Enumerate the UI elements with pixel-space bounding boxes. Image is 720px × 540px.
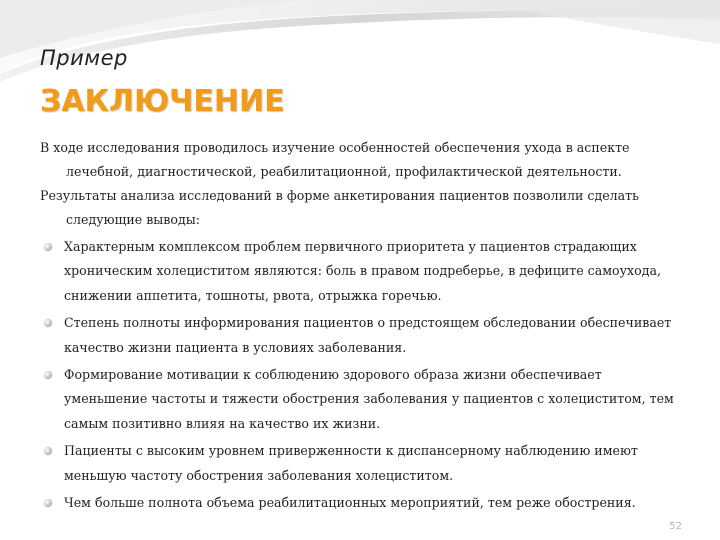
intro-paragraph: Результаты анализа исследований в форме анкетирования пациентов позволили сделать следующие выводы: bbox=[40, 188, 639, 227]
list-item-text: Формирование мотивации к соблюдению здорового образа жизни обеспечивает уменьшение частоты и тяжести обострения заболевания у пациентов с холециститом, тем самым позитивно влияя на качество их жизни. bbox=[64, 367, 674, 431]
slide-subtitle: Пример bbox=[40, 46, 128, 70]
intro-paragraph: В ходе исследования проводилось изучение особенностей обеспечения ухода в аспекте лечебной, диагностической, реабилитационной, профилактической деятельности. bbox=[40, 140, 630, 179]
list-item-text: Пациенты с высоким уровнем приверженности к диспансерному наблюдению имеют меньшую частоту обострения заболевания холециститом. bbox=[64, 443, 638, 483]
list-item bbox=[40, 491, 680, 515]
list-item-text: Характерным комплексом проблем первичного приоритета у пациентов страдающих хроническим холециститом являются: боль в правом подреберье, в дефиците самоухода, снижении аппетита, тошноты, рвота, отрыжка горечью. bbox=[64, 239, 661, 303]
slide-number: 52 bbox=[669, 521, 682, 532]
bullet-icon bbox=[44, 499, 52, 507]
list-item bbox=[40, 311, 680, 360]
bullet-icon bbox=[44, 319, 52, 327]
slide-content bbox=[40, 136, 680, 515]
bullet-icon bbox=[44, 243, 52, 251]
list-item bbox=[40, 235, 680, 308]
list-item-text: Чем больше полнота объема реабилитационных мероприятий, тем реже обострения. bbox=[64, 495, 636, 511]
slide-title: ЗАКЛЮЧЕНИЕ bbox=[40, 84, 285, 119]
conclusions-list bbox=[40, 235, 680, 515]
bullet-icon bbox=[44, 447, 52, 455]
list-item bbox=[40, 439, 680, 488]
bullet-icon bbox=[44, 371, 52, 379]
list-item-text: Степень полноты информирования пациентов о предстоящем обследовании обеспечивает качество жизни пациента в условиях заболевания. bbox=[64, 315, 672, 355]
list-item bbox=[40, 363, 680, 436]
